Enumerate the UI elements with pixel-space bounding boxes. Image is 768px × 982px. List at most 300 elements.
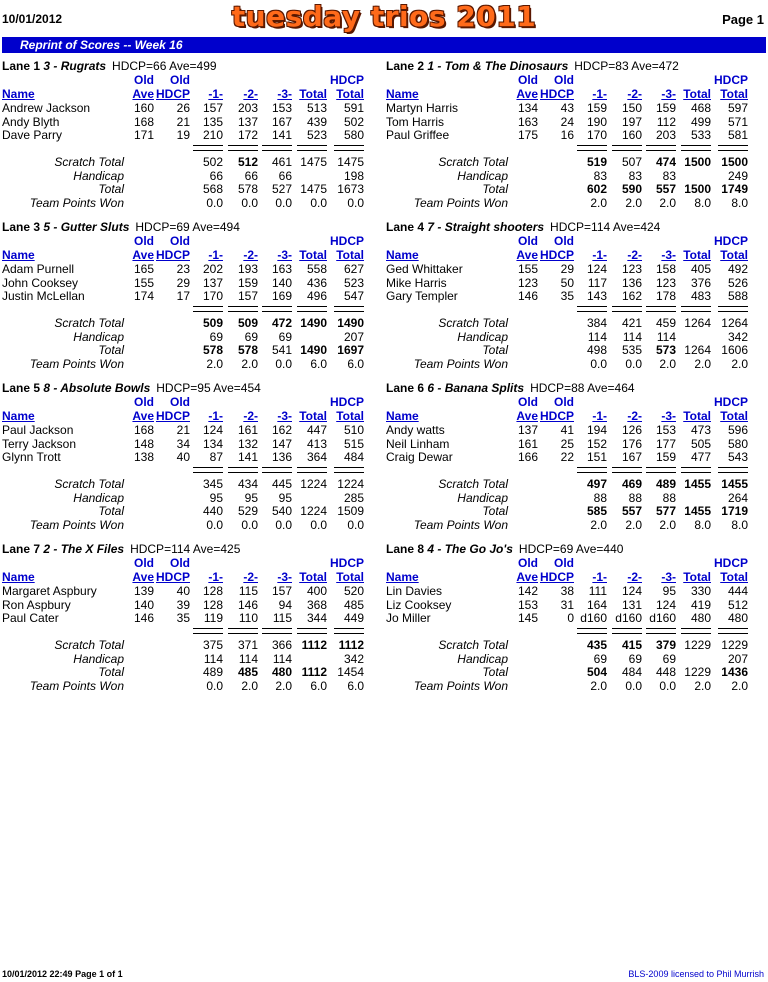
summary-value: 0.0 xyxy=(275,356,292,371)
summary-label: Scratch Total xyxy=(438,477,508,491)
summary-value: 69 xyxy=(209,329,223,344)
summary-value: 498 xyxy=(586,343,607,357)
summary-label: Scratch Total xyxy=(54,155,124,169)
player-ave: 165 xyxy=(133,262,154,276)
player-g1: 164 xyxy=(586,597,607,612)
team-stats: HDCP=69 Ave=494 xyxy=(135,220,240,234)
summary-value: 0.0 xyxy=(347,517,364,532)
col-header-name: Name xyxy=(2,570,35,584)
player-g3: 124 xyxy=(655,597,676,612)
summary-label: Scratch Total xyxy=(54,638,124,652)
player-hdcp: 50 xyxy=(560,275,574,290)
col-header-game1: -1- xyxy=(592,409,607,423)
double-rule xyxy=(681,467,711,473)
summary-value: 0.0 xyxy=(275,195,292,210)
summary-value: 1475 xyxy=(300,155,327,169)
summary-value: 2.0 xyxy=(694,678,711,693)
player-ave: 145 xyxy=(517,611,538,625)
player-g1: 124 xyxy=(586,262,607,276)
double-rule xyxy=(646,467,676,473)
player-name: Mike Harris xyxy=(386,275,447,290)
player-total: 344 xyxy=(306,611,327,625)
player-htotal: 547 xyxy=(343,289,364,303)
player-g2: 136 xyxy=(621,275,642,290)
player-total: 436 xyxy=(306,275,327,290)
summary-value: 366 xyxy=(271,638,292,652)
team-name: 4 - The Go Jo's xyxy=(427,542,513,556)
team-stats: HDCP=95 Ave=454 xyxy=(156,381,261,395)
player-g2: 110 xyxy=(238,611,258,625)
player-name: Martyn Harris xyxy=(386,101,459,115)
player-name: Glynn Trott xyxy=(2,450,61,464)
col-header-ave: Ave xyxy=(516,570,538,584)
summary-value: 6.0 xyxy=(310,356,327,371)
summary-value: 66 xyxy=(278,168,292,183)
double-rule xyxy=(577,145,607,151)
double-rule xyxy=(681,306,711,312)
col-header-old: Old xyxy=(134,73,154,87)
player-total: 468 xyxy=(690,101,711,115)
double-rule xyxy=(681,145,711,151)
summary-label: Scratch Total xyxy=(438,638,508,652)
summary-value: 578 xyxy=(202,343,223,357)
summary-value: 0.0 xyxy=(625,678,642,693)
double-rule xyxy=(612,467,642,473)
summary-label: Team Points Won xyxy=(29,356,124,371)
summary-label: Handicap xyxy=(73,651,124,666)
col-header-hdcp: HDCP xyxy=(539,248,574,262)
summary-value: 0.0 xyxy=(206,678,223,693)
summary-value: 8.0 xyxy=(731,195,748,210)
player-total: 558 xyxy=(306,262,327,276)
player-g1: 134 xyxy=(202,436,223,451)
player-htotal: 515 xyxy=(343,436,364,451)
player-g1: 117 xyxy=(587,275,607,290)
player-ave: 142 xyxy=(517,584,538,598)
player-htotal: 580 xyxy=(343,128,364,142)
team-stats: HDCP=66 Ave=499 xyxy=(112,59,217,73)
summary-label: Scratch Total xyxy=(438,155,508,169)
player-ave: 146 xyxy=(517,289,538,303)
player-ave: 153 xyxy=(517,597,538,612)
lane-number: Lane 3 xyxy=(2,220,41,234)
player-htotal: 627 xyxy=(343,262,364,276)
player-total: 473 xyxy=(690,423,711,437)
player-name: Terry Jackson xyxy=(2,436,77,451)
summary-value: 264 xyxy=(727,490,748,505)
col-header-hdcp-total: Total xyxy=(720,409,748,423)
summary-value: 1229 xyxy=(684,665,711,679)
col-header-game3: -3- xyxy=(661,409,676,423)
double-rule xyxy=(193,145,223,151)
summary-value: 342 xyxy=(727,329,748,344)
col-header-name: Name xyxy=(386,409,419,423)
col-header-old: Old xyxy=(518,73,538,87)
summary-value xyxy=(671,653,711,666)
lane-header xyxy=(386,381,635,395)
summary-value: 421 xyxy=(621,316,642,330)
team-name: 3 - Rugrats xyxy=(43,59,107,73)
player-name: Gary Templer xyxy=(386,289,458,303)
team-stats: HDCP=114 Ave=425 xyxy=(130,542,241,556)
summary-value: 2.0 xyxy=(659,356,676,371)
summary-value: 527 xyxy=(271,182,292,196)
player-g1: 119 xyxy=(203,611,223,625)
double-rule xyxy=(262,628,292,634)
col-header-hdcp-total: Total xyxy=(336,248,364,262)
player-hdcp: 21 xyxy=(176,423,190,437)
player-g3: 162 xyxy=(271,423,292,437)
player-hdcp: 26 xyxy=(176,101,190,115)
player-hdcp: 19 xyxy=(176,128,190,142)
player-htotal: 449 xyxy=(343,611,364,625)
summary-value: 0.0 xyxy=(206,517,223,532)
col-header-hdcp: HDCP xyxy=(155,87,190,101)
player-htotal: 571 xyxy=(727,114,748,129)
col-header-old: Old xyxy=(170,73,190,87)
player-total: 499 xyxy=(690,114,711,129)
summary-value: 489 xyxy=(655,477,676,491)
summary-value: 69 xyxy=(628,651,642,666)
summary-value: 1229 xyxy=(684,638,711,652)
double-rule xyxy=(262,306,292,312)
col-header-hdcp: HDCP xyxy=(713,395,748,409)
col-header-name: Name xyxy=(2,248,35,262)
summary-value xyxy=(671,170,711,183)
col-header-old: Old xyxy=(134,556,154,570)
player-hdcp: 35 xyxy=(560,289,574,303)
player-ave: 166 xyxy=(517,450,538,464)
col-header-name: Name xyxy=(2,87,35,101)
player-htotal: 526 xyxy=(727,275,748,290)
player-total: 400 xyxy=(306,584,327,598)
player-g2: 137 xyxy=(237,114,258,129)
summary-label: Team Points Won xyxy=(29,678,124,693)
player-g3: d160 xyxy=(649,611,676,625)
player-ave: 139 xyxy=(133,584,154,598)
col-header-hdcp: HDCP xyxy=(539,87,574,101)
col-header-game3: -3- xyxy=(277,248,292,262)
summary-value: 1224 xyxy=(300,504,327,518)
player-g2: 146 xyxy=(237,597,258,612)
summary-value: 2.0 xyxy=(590,195,607,210)
player-ave: 174 xyxy=(133,289,154,303)
summary-value: 557 xyxy=(621,504,642,518)
col-header-game1: -1- xyxy=(208,87,223,101)
player-htotal: 580 xyxy=(727,436,748,451)
player-name: Paul Griffee xyxy=(386,128,450,142)
player-ave: 161 xyxy=(517,436,538,451)
summary-value: 0.0 xyxy=(241,195,258,210)
summary-value: 2.0 xyxy=(659,195,676,210)
summary-value: 88 xyxy=(628,490,642,505)
player-g1: 137 xyxy=(202,275,223,290)
double-rule xyxy=(718,306,748,312)
player-name: Ron Aspbury xyxy=(2,597,71,612)
summary-value: 114 xyxy=(622,329,642,344)
player-name: Neil Linham xyxy=(386,436,450,451)
player-total: 368 xyxy=(306,597,327,612)
player-g2: 176 xyxy=(621,436,642,451)
summary-value: 1436 xyxy=(721,665,748,679)
lane-number: Lane 4 xyxy=(386,220,425,234)
summary-value: 114 xyxy=(656,329,676,344)
player-g1: 190 xyxy=(586,114,607,129)
summary-value: 541 xyxy=(271,343,292,357)
player-ave: 146 xyxy=(133,611,154,625)
player-g3: 163 xyxy=(271,262,292,276)
col-header-hdcp-total: Total xyxy=(720,248,748,262)
col-header-game1: -1- xyxy=(592,248,607,262)
player-ave: 155 xyxy=(517,262,538,276)
summary-value: 2.0 xyxy=(241,356,258,371)
col-header-old: Old xyxy=(134,234,154,248)
col-header-hdcp-total: Total xyxy=(336,570,364,584)
summary-value: 602 xyxy=(586,182,607,196)
summary-value: 66 xyxy=(244,168,258,183)
player-g1: 111 xyxy=(588,584,607,598)
summary-value: 69 xyxy=(244,329,258,344)
summary-value: 69 xyxy=(593,651,607,666)
player-g2: 124 xyxy=(621,584,642,598)
summary-value: 0.0 xyxy=(590,356,607,371)
summary-label: Team Points Won xyxy=(413,517,508,532)
summary-value: 0.0 xyxy=(275,517,292,532)
player-name: Dave Parry xyxy=(2,128,63,142)
player-name: Craig Dewar xyxy=(386,450,453,464)
summary-value: 415 xyxy=(621,638,642,652)
col-header-ave: Ave xyxy=(516,409,538,423)
double-rule xyxy=(228,467,258,473)
summary-label: Total xyxy=(98,343,124,357)
player-total: 376 xyxy=(690,275,711,290)
col-header-hdcp-total: Total xyxy=(336,409,364,423)
page-number: Page 1 xyxy=(722,12,764,27)
double-rule xyxy=(718,145,748,151)
double-rule xyxy=(262,467,292,473)
col-header-old: Old xyxy=(170,556,190,570)
summary-value: 445 xyxy=(271,477,292,491)
summary-label: Scratch Total xyxy=(54,316,124,330)
player-htotal: 581 xyxy=(727,128,748,142)
player-g2: 141 xyxy=(237,450,258,464)
summary-label: Team Points Won xyxy=(413,356,508,371)
summary-value: 6.0 xyxy=(347,356,364,371)
summary-value xyxy=(671,492,711,505)
player-ave: 138 xyxy=(133,450,154,464)
summary-label: Total xyxy=(98,182,124,196)
lane-header xyxy=(2,381,261,395)
player-total: 523 xyxy=(306,128,327,142)
summary-label: Total xyxy=(98,504,124,518)
summary-label: Handicap xyxy=(73,329,124,344)
player-htotal: 523 xyxy=(343,275,364,290)
summary-label: Handicap xyxy=(457,168,508,183)
col-header-game3: -3- xyxy=(661,570,676,584)
summary-label: Team Points Won xyxy=(413,678,508,693)
summary-value: 573 xyxy=(655,343,676,357)
col-header-name: Name xyxy=(386,87,419,101)
team-name: 1 - Tom & The Dinosaurs xyxy=(427,59,569,73)
player-hdcp: 22 xyxy=(560,450,574,464)
player-ave: 123 xyxy=(517,275,538,290)
player-name: Margaret Aspbury xyxy=(2,584,97,598)
summary-label: Scratch Total xyxy=(54,477,124,491)
player-g3: 147 xyxy=(271,436,292,451)
player-htotal: 597 xyxy=(727,101,748,115)
double-rule xyxy=(228,145,258,151)
col-header-hdcp: HDCP xyxy=(155,409,190,423)
summary-value xyxy=(287,653,327,666)
double-rule xyxy=(577,306,607,312)
player-g3: 203 xyxy=(655,128,676,142)
summary-value: 1264 xyxy=(721,316,748,330)
summary-value: 2.0 xyxy=(731,356,748,371)
player-ave: 155 xyxy=(133,275,154,290)
player-total: 405 xyxy=(690,262,711,276)
col-header-game1: -1- xyxy=(592,87,607,101)
player-g1: 210 xyxy=(202,128,223,142)
report-title: tuesday trios 2011 xyxy=(231,0,537,33)
player-htotal: 444 xyxy=(727,584,748,598)
double-rule xyxy=(193,467,223,473)
player-htotal: 492 xyxy=(727,262,748,276)
summary-value xyxy=(287,170,327,183)
summary-value: 502 xyxy=(202,155,223,169)
summary-value: 371 xyxy=(237,638,258,652)
summary-value: 69 xyxy=(662,651,676,666)
summary-value: 1455 xyxy=(684,477,711,491)
col-header-game2: -2- xyxy=(627,248,642,262)
summary-value: 114 xyxy=(587,329,607,344)
summary-value: 519 xyxy=(586,155,607,169)
summary-label: Scratch Total xyxy=(438,316,508,330)
player-g3: 153 xyxy=(271,101,292,115)
player-htotal: 543 xyxy=(727,450,748,464)
summary-label: Handicap xyxy=(73,168,124,183)
col-header-game2: -2- xyxy=(243,409,258,423)
summary-value: 95 xyxy=(244,490,258,505)
col-header-game3: -3- xyxy=(277,409,292,423)
col-header-game2: -2- xyxy=(627,409,642,423)
player-hdcp: 31 xyxy=(560,597,574,612)
col-header-hdcp: HDCP xyxy=(329,73,364,87)
summary-value: 95 xyxy=(209,490,223,505)
player-ave: 134 xyxy=(517,101,538,115)
summary-value: 507 xyxy=(621,155,642,169)
summary-value: 2.0 xyxy=(625,195,642,210)
player-name: John Cooksey xyxy=(2,275,79,290)
double-rule xyxy=(297,145,327,151)
player-g3: 157 xyxy=(271,584,292,598)
player-total: 483 xyxy=(690,289,711,303)
summary-value: 568 xyxy=(202,182,223,196)
player-g2: 131 xyxy=(621,597,642,612)
player-g2: 162 xyxy=(621,289,642,303)
summary-value: 0.0 xyxy=(659,678,676,693)
summary-value: 83 xyxy=(593,168,607,183)
team-name: 8 - Absolute Bowls xyxy=(43,381,151,395)
col-header-old: Old xyxy=(518,234,538,248)
summary-label: Team Points Won xyxy=(29,195,124,210)
player-name: Paul Jackson xyxy=(2,423,74,437)
player-hdcp: 17 xyxy=(176,289,190,303)
summary-value: 1454 xyxy=(337,665,364,679)
summary-label: Total xyxy=(98,665,124,679)
player-g1: 135 xyxy=(202,114,223,129)
summary-value: 114 xyxy=(238,651,258,666)
player-g2: 161 xyxy=(237,423,258,437)
summary-value: 480 xyxy=(271,665,292,679)
summary-value: 114 xyxy=(203,651,223,666)
player-g2: 160 xyxy=(621,128,642,142)
summary-label: Handicap xyxy=(457,329,508,344)
team-stats: HDCP=88 Ave=464 xyxy=(530,381,635,395)
lane-number: Lane 5 xyxy=(2,381,41,395)
summary-value: 0.0 xyxy=(310,517,327,532)
summary-value: 1112 xyxy=(301,638,327,652)
summary-value: 1719 xyxy=(721,504,748,518)
summary-value: 1224 xyxy=(337,477,364,491)
summary-value: 1490 xyxy=(300,343,327,357)
week-banner: Reprint of Scores -- Week 16 xyxy=(2,37,766,53)
player-hdcp: 40 xyxy=(176,584,190,598)
col-header-hdcp: HDCP xyxy=(155,248,190,262)
summary-value: 249 xyxy=(727,168,748,183)
double-rule xyxy=(612,145,642,151)
col-header-game3: -3- xyxy=(661,87,676,101)
player-g1: 128 xyxy=(202,584,223,598)
player-ave: 160 xyxy=(133,101,154,115)
footer-timestamp: 10/01/2012 22:49 Page 1 of 1 xyxy=(2,969,123,979)
col-header-hdcp: HDCP xyxy=(539,570,574,584)
player-g3: 115 xyxy=(272,611,292,625)
summary-value: 345 xyxy=(202,477,223,491)
summary-value: 509 xyxy=(202,316,223,330)
summary-value: 509 xyxy=(237,316,258,330)
double-rule xyxy=(646,628,676,634)
player-name: Jo Miller xyxy=(386,611,431,625)
double-rule xyxy=(228,306,258,312)
summary-value: 0.0 xyxy=(347,195,364,210)
player-g1: 128 xyxy=(202,597,223,612)
player-g2: 126 xyxy=(621,423,642,437)
summary-value: 1455 xyxy=(684,504,711,518)
summary-value: 497 xyxy=(586,477,607,491)
player-name: Andy Blyth xyxy=(2,114,60,129)
summary-value: 8.0 xyxy=(731,517,748,532)
player-g3: 140 xyxy=(271,275,292,290)
footer-license: BLS-2009 licensed to Phil Murrish xyxy=(628,969,764,979)
summary-value: 474 xyxy=(655,155,676,169)
player-total: 505 xyxy=(690,436,711,451)
player-total: 447 xyxy=(306,423,327,437)
summary-value: 6.0 xyxy=(310,678,327,693)
col-header-total: Total xyxy=(683,570,711,584)
summary-value: 83 xyxy=(628,168,642,183)
player-g3: 158 xyxy=(655,262,676,276)
player-total: 477 xyxy=(690,450,711,464)
double-rule xyxy=(193,306,223,312)
summary-value: 379 xyxy=(655,638,676,652)
player-g3: 169 xyxy=(271,289,292,303)
player-htotal: 591 xyxy=(343,101,364,115)
player-g2: 159 xyxy=(237,275,258,290)
summary-value: 207 xyxy=(343,329,364,344)
player-g3: 94 xyxy=(278,597,292,612)
col-header-game2: -2- xyxy=(627,87,642,101)
summary-value: 1490 xyxy=(337,316,364,330)
